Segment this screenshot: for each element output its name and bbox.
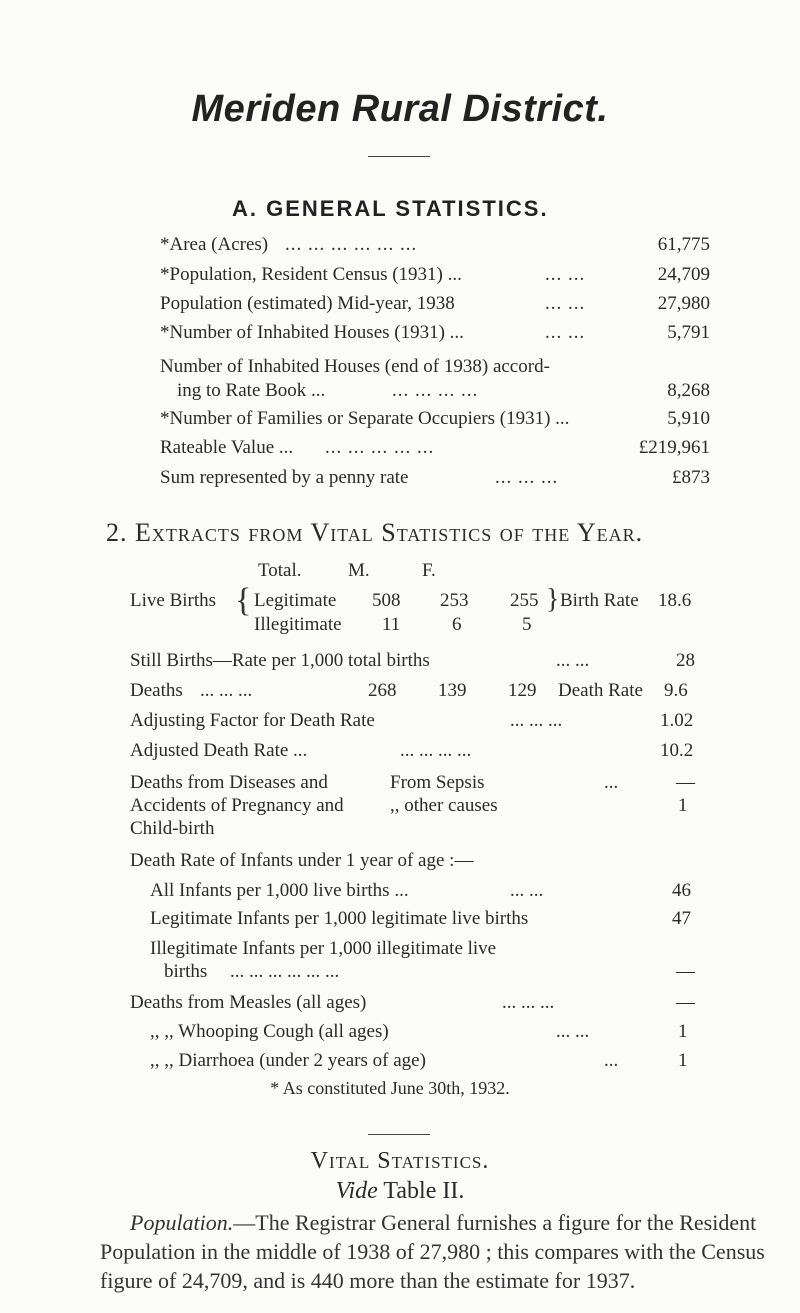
stat-dots: ... ...	[545, 293, 586, 314]
measles-value: —	[676, 992, 695, 1013]
stat-label: Number of Inhabited Houses (end of 1938) accord-	[160, 356, 550, 377]
population-italic: Population.	[130, 1210, 234, 1235]
section-divider	[368, 1134, 430, 1135]
still-births-value: 28	[676, 650, 695, 671]
maternal-label: Child-birth	[130, 818, 215, 839]
section-number: 2.	[106, 518, 128, 547]
maternal-label: Accidents of Pregnancy and	[130, 795, 344, 816]
section-title: Extracts from Vital Statistics of the Year.	[135, 518, 644, 547]
maternal-sepsis-label: From Sepsis	[390, 772, 485, 793]
col-m-header: M.	[348, 560, 370, 581]
maternal-sepsis-dots: ...	[604, 772, 619, 793]
illegit-label: Illegitimate	[254, 614, 342, 635]
stat-value: 61,775	[657, 234, 710, 255]
legit-total: 508	[372, 590, 401, 611]
stat-dots: ... ...	[545, 264, 586, 285]
stat-label: *Area (Acres)	[160, 234, 269, 255]
adj-factor-dots: ... ... ...	[510, 710, 563, 731]
measles-label: Deaths from Measles (all ages)	[130, 992, 367, 1013]
death-rate-value: 9.6	[664, 680, 688, 701]
stat-value: 8,268	[667, 380, 710, 401]
infant-heading: Death Rate of Infants under 1 year of age :—	[130, 850, 474, 871]
stat-value: 24,709	[657, 264, 710, 285]
still-births-dots: ... ...	[556, 650, 590, 671]
birth-rate-value: 18.6	[658, 590, 692, 611]
infant-illegit-value: —	[676, 961, 695, 982]
birth-rate-label: Birth Rate	[560, 590, 639, 611]
stat-label: *Population, Resident Census (1931) ...	[160, 264, 462, 285]
col-total-header: Total.	[258, 560, 302, 581]
legit-f: 255	[510, 590, 539, 611]
stat-dots: ... ... ... ... ... ...	[285, 234, 418, 255]
stat-value: £219,961	[638, 437, 710, 458]
deaths-f: 129	[508, 680, 537, 701]
whooping-dots: ... ...	[556, 1021, 590, 1042]
adj-factor-label: Adjusting Factor for Death Rate	[130, 710, 375, 731]
brace-icon: {	[235, 582, 252, 619]
stat-label: Sum represented by a penny rate	[160, 467, 409, 488]
stat-dots: ... ... ... ...	[392, 380, 479, 401]
infant-all-dots: ... ...	[510, 880, 544, 901]
still-births-label: Still Births—Rate per 1,000 total births	[130, 650, 430, 671]
whooping-value: 1	[678, 1021, 688, 1042]
maternal-other-value: 1	[678, 795, 688, 816]
stat-dots: ... ...	[545, 322, 586, 343]
population-paragraph	[100, 1208, 780, 1295]
stat-dots: ... ... ... ... ...	[325, 437, 435, 458]
section-a-heading: A. GENERAL STATISTICS.	[232, 196, 549, 221]
infant-illegit-dots: ... ... ... ... ... ...	[230, 961, 340, 982]
illegit-total: 11	[382, 614, 401, 635]
deaths-total: 268	[368, 680, 397, 701]
whooping-label: ,, ,, Whooping Cough (all ages)	[150, 1021, 389, 1042]
stat-value: £873	[672, 467, 710, 488]
death-rate-label: Death Rate	[558, 680, 643, 701]
stat-label: Population (estimated) Mid-year, 1938	[160, 293, 455, 314]
vital-heading: Vital Statistics.	[310, 1148, 490, 1174]
stat-value: 27,980	[657, 293, 710, 314]
deaths-m: 139	[438, 680, 467, 701]
deaths-label: Deaths	[130, 680, 183, 701]
illegit-m: 6	[452, 614, 462, 635]
infant-illegit-label: births	[164, 961, 208, 982]
infant-all-label: All Infants per 1,000 live births ...	[150, 880, 409, 901]
infant-all-value: 46	[672, 880, 691, 901]
vide-line	[0, 1178, 800, 1205]
brace-icon: }	[546, 584, 560, 615]
legit-m: 253	[440, 590, 469, 611]
stat-label: *Number of Inhabited Houses (1931) ...	[160, 322, 464, 343]
live-births-label: Live Births	[130, 590, 217, 611]
diarrhoea-dots: ...	[604, 1050, 619, 1071]
stat-label: ing to Rate Book ...	[177, 380, 326, 401]
section-2-heading	[106, 518, 643, 548]
adj-rate-value: 10.2	[660, 740, 694, 761]
stat-label: Rateable Value ...	[160, 437, 294, 458]
footnote: * As constituted June 30th, 1932.	[270, 1078, 510, 1098]
col-f-header: F.	[422, 560, 436, 581]
diarrhoea-label: ,, ,, Diarrhoea (under 2 years of age)	[150, 1050, 426, 1071]
legit-label: Legitimate	[254, 590, 337, 611]
adj-rate-dots: ... ... ... ...	[400, 740, 472, 761]
page-title: Meriden Rural District.	[191, 88, 609, 130]
vide-italic: Vide	[335, 1178, 378, 1204]
adj-factor-value: 1.02	[660, 710, 694, 731]
population-text: —The Registrar General furnishes a figure for the Resident Population in the middle of 1938 of 27,980 ; this compares with the Census figure of 24,709, and is 440 more than the estimate for 1937.	[100, 1210, 765, 1293]
vide-rest: Table II.	[383, 1178, 465, 1204]
measles-dots: ... ... ...	[502, 992, 555, 1013]
maternal-other-label: ,, other causes	[390, 795, 498, 816]
illegit-f: 5	[522, 614, 532, 635]
stat-value: 5,791	[667, 322, 710, 343]
title-divider	[368, 156, 430, 157]
deaths-dots: ... ... ...	[200, 680, 253, 701]
stat-label: *Number of Families or Separate Occupiers (1931) ...	[160, 408, 570, 429]
infant-illegit-label: Illegitimate Infants per 1,000 illegitimate live	[150, 938, 497, 959]
stat-dots: ... ... ...	[495, 467, 559, 488]
maternal-sepsis-value: —	[676, 772, 695, 793]
infant-legit-label: Legitimate Infants per 1,000 legitimate live births	[150, 908, 529, 929]
infant-legit-value: 47	[672, 908, 691, 929]
stat-value: 5,910	[667, 408, 710, 429]
diarrhoea-value: 1	[678, 1050, 688, 1071]
adj-rate-label: Adjusted Death Rate ...	[130, 740, 308, 761]
maternal-label: Deaths from Diseases and	[130, 772, 328, 793]
